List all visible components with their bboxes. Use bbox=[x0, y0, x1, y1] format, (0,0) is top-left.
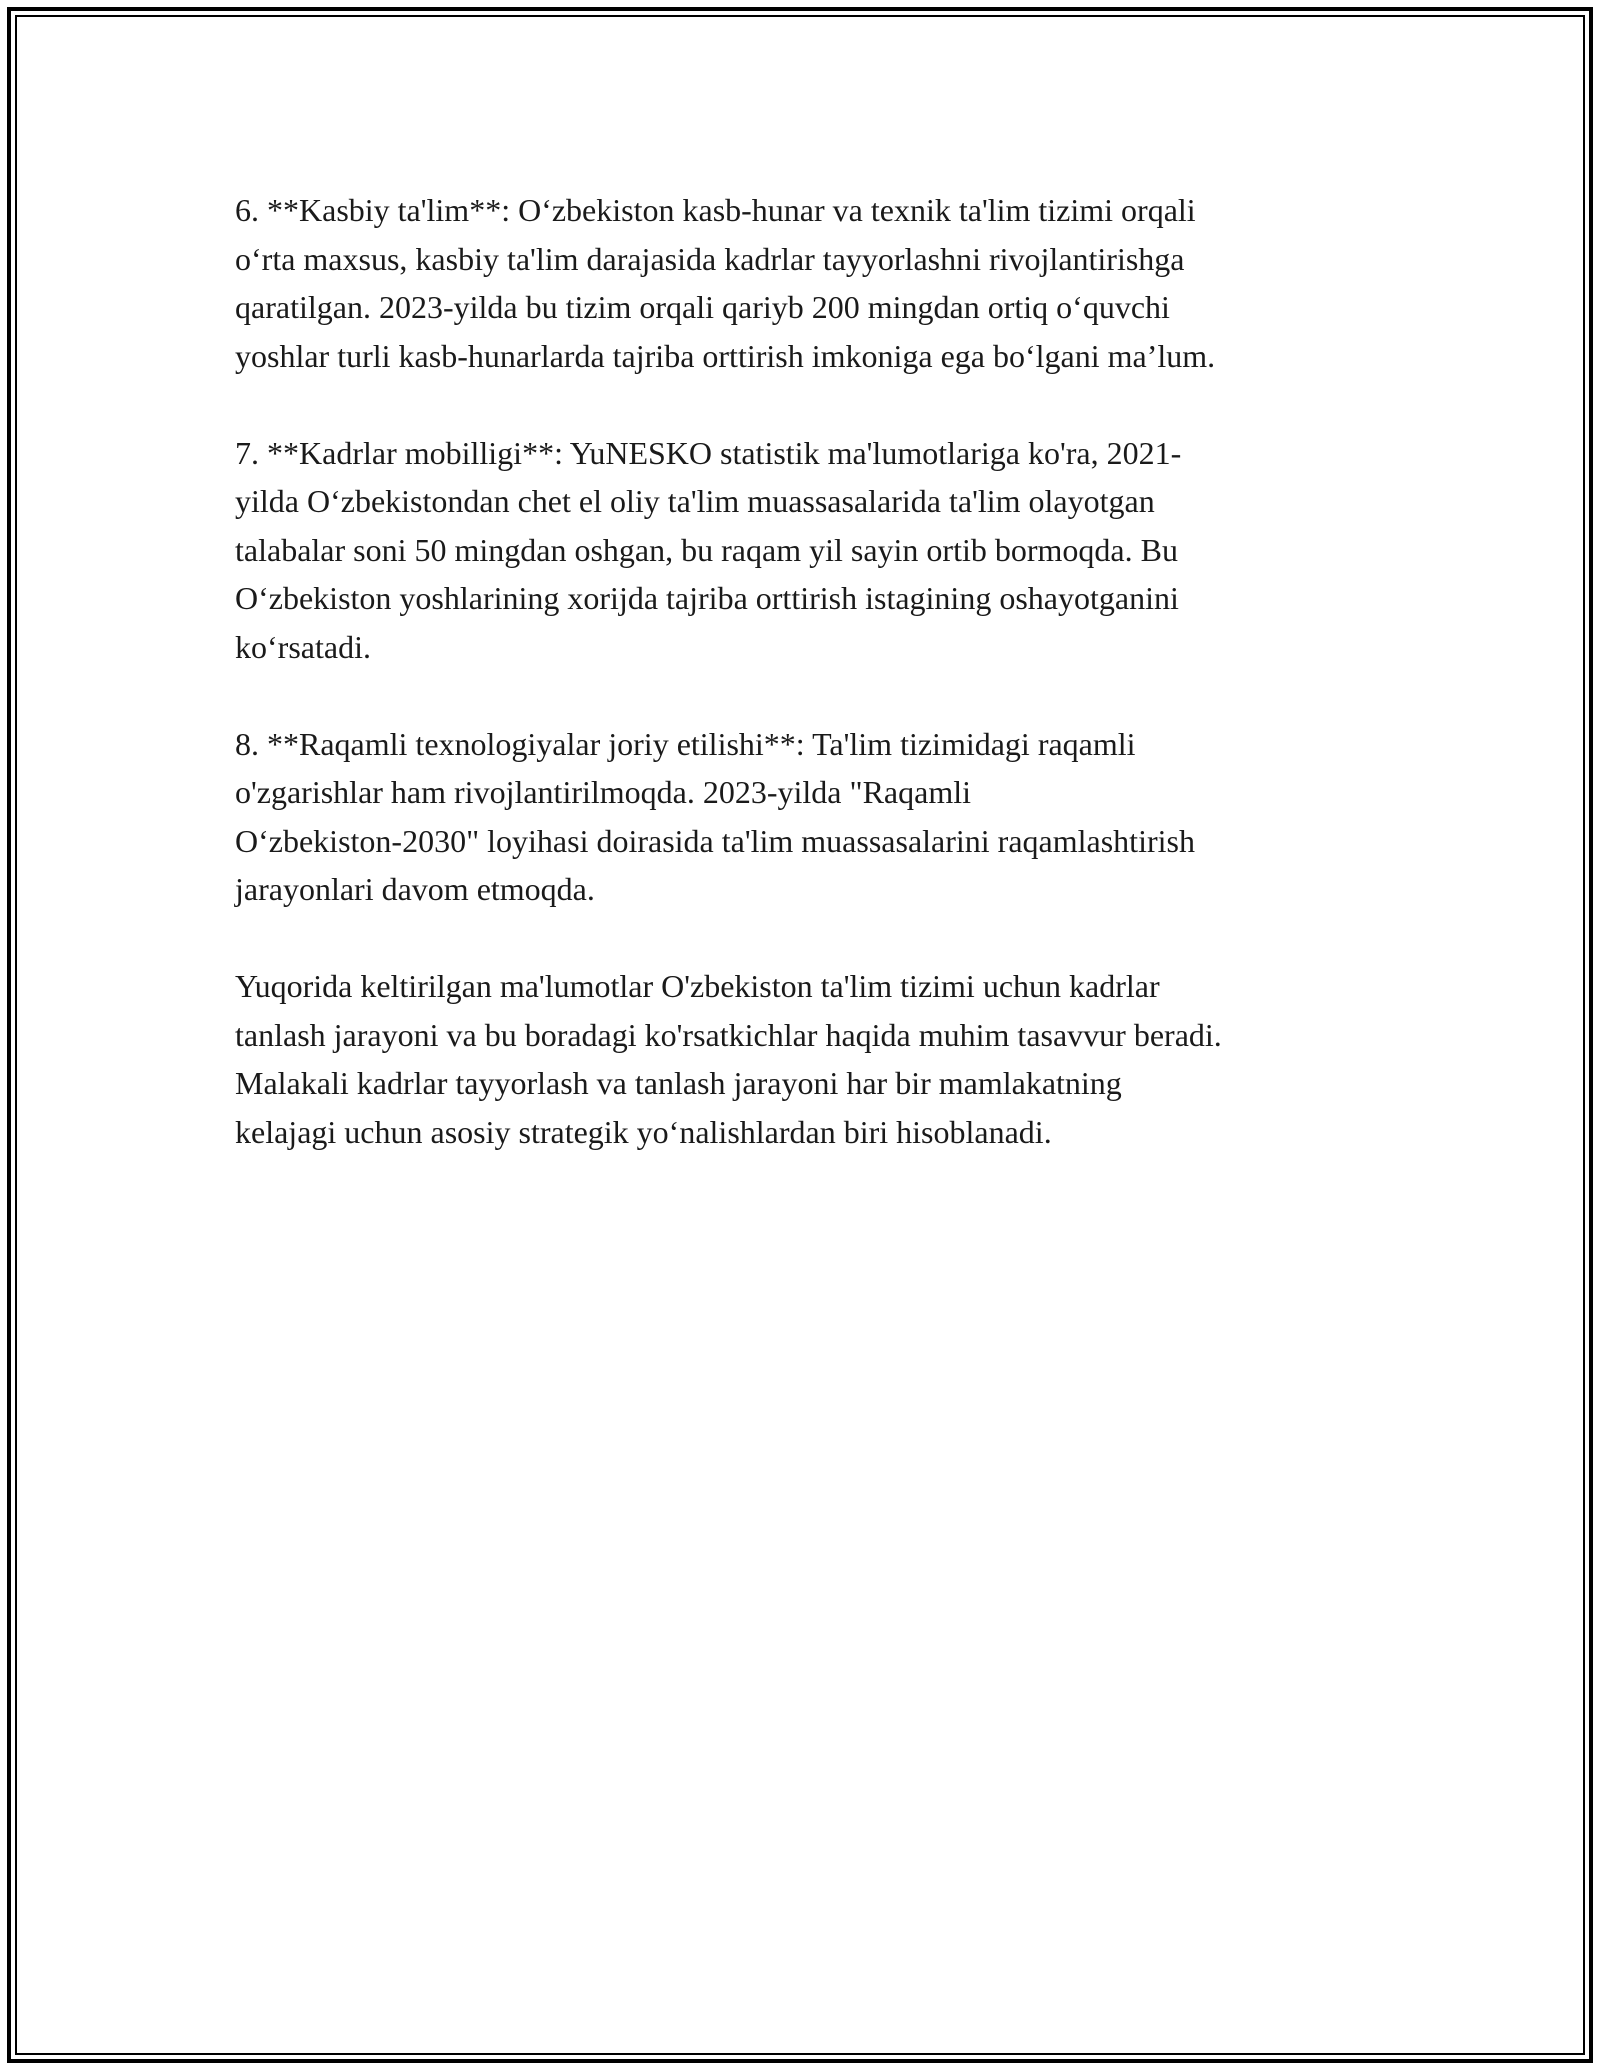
paragraph-raqamli-texnologiyalar bbox=[235, 720, 1385, 914]
text-line: ko‘rsatadi. bbox=[235, 628, 371, 665]
text-line: 6. **Kasbiy ta'lim**: O‘zbekiston kasb-hunar va texnik ta'lim tizimi orqali bbox=[235, 192, 1196, 228]
text-line: yoshlar turli kasb-hunarlarda tajriba orttirish imkoniga ega bo‘lgani ma’lum. bbox=[235, 337, 1216, 374]
text-line: Malakali kadrlar tayyorlash va tanlash jarayoni har bir mamlakatning bbox=[235, 1065, 1122, 1101]
paragraph-kadrlar-mobilligi bbox=[235, 429, 1385, 672]
text-line: qaratilgan. 2023-yilda bu tizim orqali qariyb 200 mingdan ortiq o‘quvchi bbox=[235, 289, 1170, 325]
document-body bbox=[235, 186, 1385, 1205]
text-line: kelajagi uchun asosiy strategik yo‘nalishlardan biri hisoblanadi. bbox=[235, 1113, 1052, 1150]
text-line: Yuqorida keltirilgan ma'lumotlar O'zbekiston ta'lim tizimi uchun kadrlar bbox=[235, 968, 1160, 1004]
text-line: o'zgarishlar ham rivojlantirilmoqda. 2023-yilda "Raqamli bbox=[235, 774, 971, 810]
text-line: O‘zbekiston yoshlarining xorijda tajriba orttirish istagining oshayotganini bbox=[235, 580, 1179, 616]
text-line: tanlash jarayoni va bu boradagi ko'rsatkichlar haqida muhim tasavvur beradi. bbox=[235, 1016, 1222, 1053]
text-line: 7. **Kadrlar mobilligi**: YuNESKO statistik ma'lumotlariga ko'ra, 2021- bbox=[235, 434, 1182, 471]
text-line: O‘zbekiston-2030" loyihasi doirasida ta'lim muassasalarini raqamlashtirish bbox=[235, 822, 1195, 859]
paragraph-conclusion bbox=[235, 962, 1385, 1156]
text-line: 8. **Raqamli texnologiyalar joriy etilishi**: Ta'lim tizimidagi raqamli bbox=[235, 725, 1136, 762]
text-line: jarayonlari davom etmoqda. bbox=[235, 871, 595, 907]
text-line: o‘rta maxsus, kasbiy ta'lim darajasida kadrlar tayyorlashni rivojlantirishga bbox=[235, 240, 1185, 277]
text-line: yilda O‘zbekistondan chet el oliy ta'lim muassasalarida ta'lim olayotgan bbox=[235, 483, 1155, 519]
text-line: talabalar soni 50 mingdan oshgan, bu raqam yil sayin ortib bormoqda. Bu bbox=[235, 531, 1178, 568]
paragraph-kasbiy-talim bbox=[235, 186, 1385, 380]
